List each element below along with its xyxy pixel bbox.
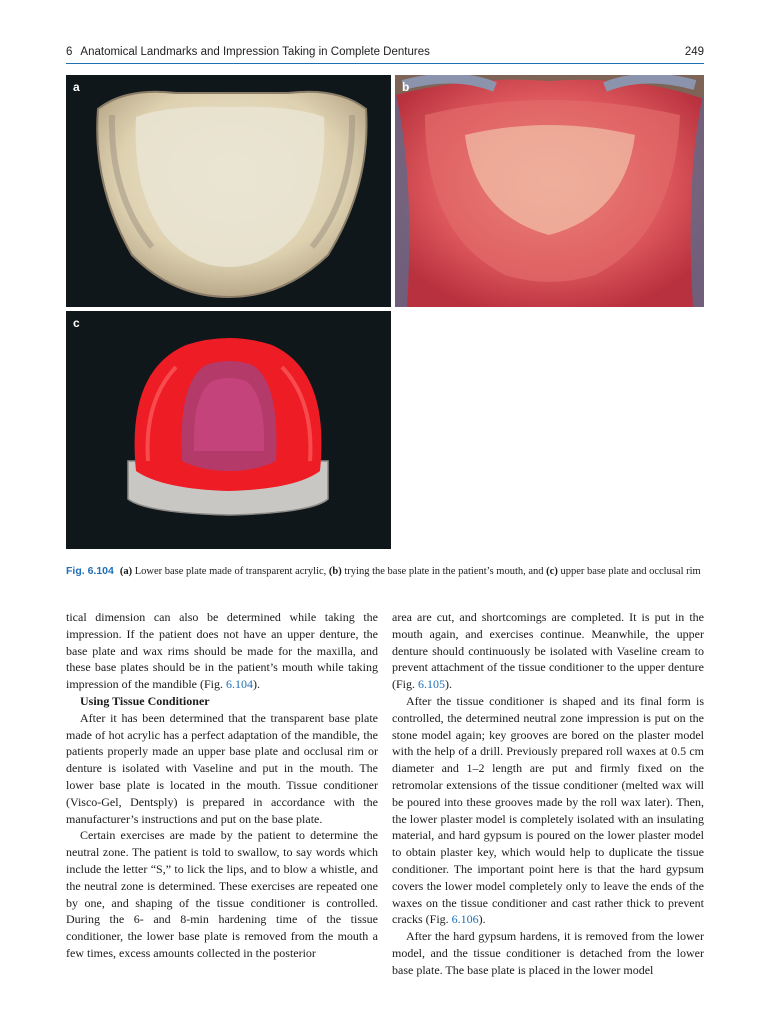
paragraph: After it has been determined that the transparent base plate made of hot acrylic has a perfect adaptation of the mandible, the patients properly made an upper base plate and occlusal rim or denture is isolated with Vaseline and put in the mouth. The lower base plate is located in the mouth. Tissue conditioner (Visco-Gel, Dentsply) is prepared in accordance with the manufacturer’s instructions and put on the base plate. bbox=[66, 710, 378, 826]
paragraph bbox=[392, 693, 704, 928]
panel-label-b: b bbox=[402, 80, 410, 94]
paragraph-text: area are cut, and shortcomings are completed. It is put in the mouth again, and exercises continue. Meanwhile, the upper denture should continuously be isolated with Vaseline cream to prevent attachment of the tissue conditioner to the upper denture (Fig. bbox=[392, 610, 704, 692]
caption-marker-b: (b) bbox=[328, 566, 342, 577]
figure-label: Fig. 6.104 bbox=[66, 565, 114, 577]
text-column-right bbox=[392, 609, 704, 979]
running-header bbox=[66, 43, 704, 63]
paragraph-text: After the tissue conditioner is shaped and its final form is controlled, the determined neutral zone impression is put on the stone model again; key grooves are bored on the plaster model with the help of a drill. Previously prepared roll waxes at 0.5 cm diameter and 1–2 length are put and firmly fixed on the retromolar extensions of the tissue conditioner (melted wax will be poured into these grooves made by the roll wax later). Then, the lower plaster model is completely isolated with an insulating material, and hard gypsum is poured on the lower plaster model to obtain plaster key, which would help to duplicate the tissue conditioner. The important point here is that the hard gypsum covers the lower model completely only to leave the ends of the waxes on the tissue conditioner and cast rather thick to prevent cracks (Fig. bbox=[392, 693, 704, 927]
figure-reference-link[interactable]: 6.104 bbox=[225, 677, 253, 692]
figure-reference-link[interactable]: 6.105 bbox=[418, 677, 446, 692]
chapter-heading bbox=[66, 46, 430, 58]
paragraph-text: ). bbox=[445, 677, 453, 692]
figure-panel-b bbox=[395, 75, 704, 307]
occlusal-rim-photo bbox=[66, 311, 391, 549]
caption-text-b: trying the base plate in the patient’s mouth, and bbox=[341, 566, 547, 577]
paragraph: After the hard gypsum hardens, it is removed from the lower model, and the tissue conditioner is detached from the lower base plate. The base plate is placed in the lower model bbox=[392, 929, 704, 977]
caption-text-a: Lower base plate made of transparent acrylic, bbox=[132, 566, 329, 577]
panel-label-a: a bbox=[73, 80, 80, 94]
caption-text-c: upper base plate and occlusal rim bbox=[557, 566, 701, 577]
caption-marker-c: (c) bbox=[546, 566, 558, 577]
paragraph bbox=[66, 609, 378, 693]
acrylic-base-plate-photo bbox=[66, 75, 391, 307]
paragraph-text: ). bbox=[252, 677, 260, 692]
paragraph-text: ). bbox=[478, 912, 486, 927]
panel-label-c: c bbox=[73, 316, 80, 330]
text-column-left bbox=[66, 609, 378, 962]
chapter-title: Anatomical Landmarks and Impression Taking in Complete Dentures bbox=[80, 46, 430, 58]
paragraph-text: tical dimension can also be determined while taking the impression. If the patient does not have an upper denture, the base plate and wax rims should be made for the maxilla, and these base plates should be in the patient’s mouth while taking impression of the mandible (Fig. bbox=[66, 610, 378, 692]
page-number: 249 bbox=[684, 46, 704, 58]
mouth-tryin-photo bbox=[395, 75, 704, 307]
chapter-number: 6 bbox=[66, 46, 73, 58]
figure-reference-link[interactable]: 6.106 bbox=[451, 912, 479, 927]
section-subheading: Using Tissue Conditioner bbox=[80, 693, 210, 708]
figure-caption bbox=[66, 564, 704, 579]
paragraph bbox=[392, 609, 704, 693]
header-rule bbox=[66, 63, 704, 64]
caption-marker-a: (a) bbox=[119, 566, 133, 577]
figure-panel-c bbox=[66, 311, 391, 549]
paragraph: Certain exercises are made by the patient to determine the neutral zone. The patient is told to swallow, to say words which include the letter “S,” to lick the lips, and to blow a whistle, and the neutral zone is determined. These exercises are repeated one by one, and shaping of the tissue conditioner is controlled. During the 6- and 8-min hardening time of the tissue conditioner, the lower base plate is removed from the mouth a few times, excess amounts collected in the posterior bbox=[66, 828, 378, 960]
figure-panel-a bbox=[66, 75, 391, 307]
